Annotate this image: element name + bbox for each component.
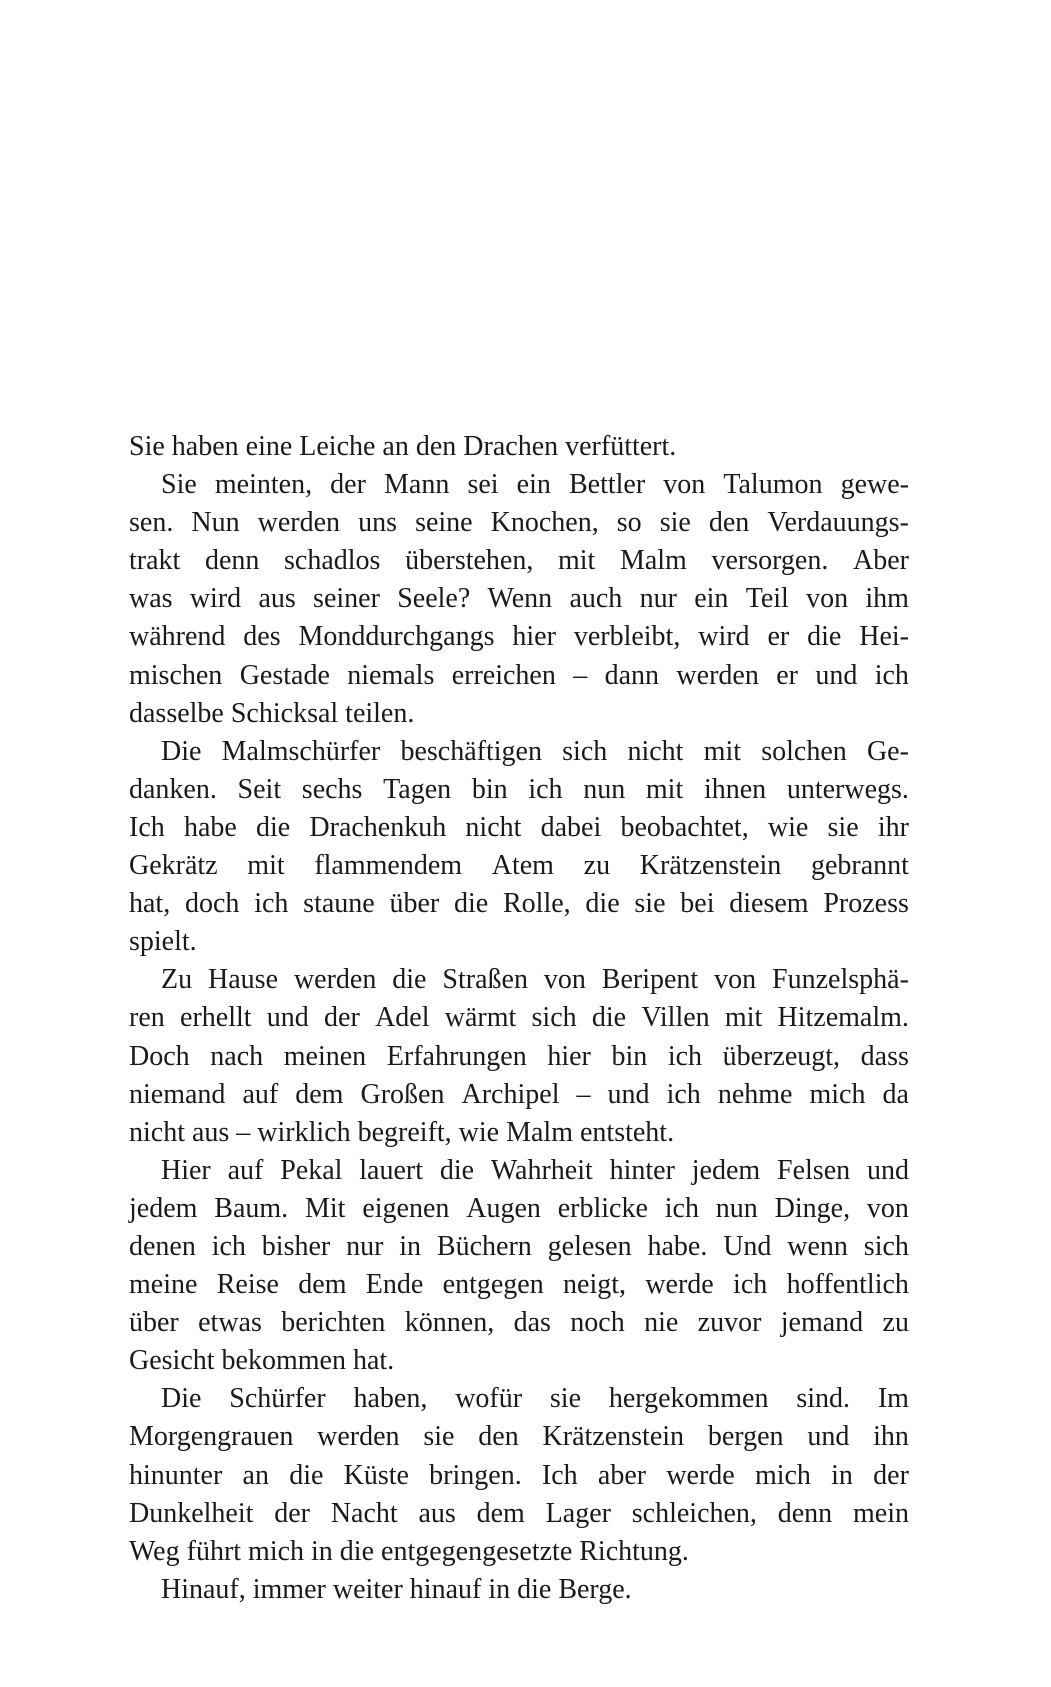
word: den [478,1421,519,1453]
word: dabei [540,811,602,843]
word: ich [528,773,563,805]
word: diesem [729,888,809,920]
word: ich [254,888,289,920]
word: Gestade [239,659,330,691]
word: aus [418,1497,456,1529]
word: niemand [129,1078,226,1110]
word: und [807,1421,850,1453]
word: mich [754,1459,811,1491]
text-line: Gesicht bekommen hat. [129,1345,395,1377]
word: wenn [787,1230,848,1262]
word: Sie [161,469,197,501]
word: meinten, [214,469,313,501]
word: da [882,1078,909,1110]
word: sie [634,888,666,920]
word: an [242,1459,269,1491]
word: und [815,659,858,691]
word: Adel [375,1002,430,1034]
text-line [129,961,909,999]
word: mit [724,1002,763,1034]
word: Ende [365,1269,424,1301]
word: was [129,583,173,615]
text-line: Weg führt mich in die entgegengesetzte Richtung. [129,1535,689,1567]
text-line [129,1190,909,1228]
word: die [454,888,489,920]
word: dem [298,1269,347,1301]
word: gewe- [840,469,909,501]
text-line [129,771,909,809]
word: sechs [301,773,363,805]
word: Prozess [823,888,909,920]
word: Bettler [568,469,646,501]
word: etwas [198,1307,262,1339]
word: eigenen [362,1192,450,1224]
word: wärmt [444,1002,517,1034]
word: die [591,1002,627,1034]
word: berichten [281,1307,386,1339]
word: in [831,1459,853,1491]
word: der [324,1002,360,1034]
word: sie [549,1383,581,1415]
word: jedem [691,1154,761,1186]
word: Großen [360,1078,445,1110]
word: bergen [707,1421,784,1453]
word: Wahrheit [490,1154,593,1186]
word: hat, [129,888,171,920]
word: ren [129,1002,165,1034]
word: Straßen [442,964,528,996]
word: Lager [545,1497,611,1529]
word: den [708,507,750,539]
word: Talumon [723,469,823,501]
word: Baum. [214,1192,289,1224]
word: sie [659,507,691,539]
word: hier [547,1040,591,1072]
word: überzeugt, [722,1040,841,1072]
word: ihm [865,583,909,615]
word: hoffentlich [786,1269,909,1301]
word: Malmschürfer [221,735,381,767]
word: auch [569,583,623,615]
word: verbleibt, [573,621,681,653]
word: sie [827,811,859,843]
word: habe [183,811,237,843]
word: Und [723,1230,772,1262]
text-line [129,1304,909,1342]
word: ich [874,659,909,691]
word: denn [777,1497,833,1529]
word: mit [557,545,596,577]
word: meinen [283,1040,367,1072]
word: sich [562,735,608,767]
word: – [573,659,588,691]
word: Ich [129,811,165,843]
word: dass [860,1040,909,1072]
word: ich [667,1040,703,1072]
word: mit [247,850,285,882]
page-body-text [129,428,909,1609]
word: die [585,888,620,920]
word: uns [358,507,398,539]
word: nun [583,773,626,805]
word: Funzelsphä- [772,964,909,996]
word: Hei- [859,621,909,653]
word: Nacht [330,1497,398,1529]
word: über [129,1307,179,1339]
word: versorgen. [711,545,829,577]
text-line [129,809,909,847]
text-line [129,657,909,695]
word: beobachtet, [620,811,749,843]
word: sie [423,1421,455,1453]
text-line [129,1418,909,1456]
word: neigt, [563,1269,627,1301]
text-line [129,466,909,504]
word: Villen [641,1002,710,1034]
text-line [129,618,909,656]
word: erhellt [180,1002,252,1034]
word: entgegen [442,1269,544,1301]
word: die [256,811,291,843]
text-line: spielt. [129,926,197,958]
word: des [243,621,281,653]
word: Archipel [461,1078,560,1110]
word: gelesen [547,1230,632,1262]
text-line [129,847,909,885]
text-line [129,1495,909,1533]
word: niemals [347,659,435,691]
word: nun [715,1192,758,1224]
word: dem [476,1497,525,1529]
text-line: Sie haben eine Leiche an den Drachen verfüttert. [129,431,677,462]
word: aus [258,583,296,615]
word: Hitzemalm. [777,1002,909,1034]
word: die [392,964,427,996]
text-line [129,542,909,580]
text-line [129,1152,909,1190]
word: ihn [873,1421,909,1453]
word: denn [204,545,260,577]
word: erblicke [557,1192,648,1224]
word: Dinge, [774,1192,851,1224]
word: die [289,1459,324,1491]
word: mich [809,1078,866,1110]
word: nach [210,1040,264,1072]
word: von [663,469,706,501]
word: von [866,1192,909,1224]
word: seine [415,507,473,539]
word: Morgengrauen [129,1421,294,1453]
word: habe. [647,1230,708,1262]
word: jedem [129,1192,198,1224]
word: bringen. [429,1459,522,1491]
word: ein [694,583,729,615]
word: Hause [208,964,279,996]
word: Pekal [280,1154,343,1186]
text-line [129,1266,909,1304]
word: nur [346,1230,384,1262]
word: solchen [761,735,847,767]
word: Seele? [397,583,471,615]
word: flammendem [314,850,463,882]
word: ein [516,469,551,501]
word: aber [597,1459,647,1491]
word: er [767,621,790,653]
word: die [807,621,842,653]
word: haben, [353,1383,428,1415]
word: zuvor [697,1307,762,1339]
word: er [776,659,798,691]
word: Krätzenstein [542,1421,685,1453]
word: Büchern [436,1230,532,1262]
word: der [873,1459,909,1491]
word: von [543,964,586,996]
word: hinter [609,1154,675,1186]
word: Wenn [487,583,553,615]
word: gebrannt [810,850,909,882]
word: sei [467,469,499,501]
word: über [389,888,440,920]
word: Küste [343,1459,409,1491]
word: Ge- [866,735,909,767]
word: werden [293,964,377,996]
word: von [806,583,849,615]
word: Im [877,1383,909,1415]
word: nicht [465,811,522,843]
word: Aber [853,545,909,577]
text-line [129,1228,909,1266]
word: sich [863,1230,909,1262]
word: sen. [129,507,174,539]
word: sind. [796,1383,851,1415]
word: das [513,1307,551,1339]
word: unterwegs. [786,773,909,805]
word: schadlos [284,545,381,577]
word: bin [611,1040,648,1072]
word: nur [639,583,677,615]
word: bei [680,888,715,920]
word: Mit [305,1192,346,1224]
text-line [129,504,909,542]
word: beschäftigen [400,735,542,767]
word: ihnen [703,773,767,805]
word: nie [644,1307,679,1339]
word: Rolle, [502,888,571,920]
word: hinunter [129,1459,223,1491]
word: werden [257,507,341,539]
word: die [439,1154,475,1186]
word: auf [242,1078,279,1110]
word: lauert [359,1154,423,1186]
word: denen [129,1230,196,1262]
word: werden [676,659,759,691]
word: – [576,1078,591,1110]
word: wird [189,583,242,615]
word: überstehen, [405,545,534,577]
word: können, [404,1307,495,1339]
word: Dunkelheit [129,1497,254,1529]
word: bin [471,773,508,805]
text-line: dasselbe Schicksal teilen. [129,697,415,729]
word: der [330,469,366,501]
word: bisher [261,1230,331,1262]
word: hier [512,621,556,653]
word: nicht [627,735,684,767]
word: wofür [455,1383,523,1415]
word: Gekrätz [129,850,218,882]
text-line: nicht aus – wirklich begreift, wie Malm entsteht. [129,1116,675,1148]
word: der [274,1497,310,1529]
word: Hier [161,1154,211,1186]
word: ich [664,1192,699,1224]
word: mein [853,1497,909,1529]
word: Augen [466,1192,541,1224]
word: Doch [129,1040,190,1072]
word: Monddurchgangs [298,621,495,653]
word: und [607,1078,650,1110]
text-line [129,733,909,771]
word: sich [531,1002,577,1034]
word: ich [666,1078,701,1110]
word: Beripent [601,964,699,996]
word: so [616,507,642,539]
word: ich [733,1269,768,1301]
word: werde [666,1459,735,1491]
word: Nun [191,507,240,539]
word: seiner [313,583,380,615]
word: doch [184,888,240,920]
word: auf [227,1154,264,1186]
word: Die [161,735,202,767]
word: hergekommen [608,1383,769,1415]
word: von [714,964,757,996]
word: Krätzenstein [639,850,782,882]
word: jemand [780,1307,864,1339]
text-line [129,999,909,1037]
text-line [129,1038,909,1076]
text-line [129,1457,909,1495]
word: dem [295,1078,344,1110]
word: wird [698,621,750,653]
text-line [129,1076,909,1114]
text-line: Hinauf, immer weiter hinauf in die Berge. [161,1573,632,1605]
word: Reise [216,1269,279,1301]
word: erreichen [451,659,556,691]
word: Tagen [383,773,452,805]
word: Teil [745,583,789,615]
word: Mann [384,469,450,501]
word: werde [645,1269,714,1301]
word: noch [570,1307,625,1339]
text-line [129,580,909,618]
word: wie [767,811,809,843]
word: Drachenkuh [309,811,447,843]
word: während [129,621,226,653]
word: Atem [491,850,554,882]
text-line [129,885,909,923]
word: Verdauungs- [767,507,909,539]
word: Malm [619,545,687,577]
word: meine [129,1269,198,1301]
word: mischen [129,659,223,691]
word: Ich [541,1459,578,1491]
text-line [129,1380,909,1418]
word: zu [882,1307,909,1339]
word: Erfahrungen [386,1040,527,1072]
word: Schürfer [229,1383,326,1415]
word: mit [645,773,684,805]
word: schleichen, [631,1497,757,1529]
word: und [266,1002,309,1034]
word: werden [317,1421,400,1453]
word: nehme [717,1078,793,1110]
word: Felsen [777,1154,851,1186]
word: mit [703,735,742,767]
word: Zu [161,964,193,996]
word: in [399,1230,422,1262]
word: ihr [877,811,909,843]
word: dann [604,659,660,691]
word: ich [211,1230,246,1262]
word: zu [583,850,611,882]
word: trakt [129,545,181,577]
word: Seit [237,773,282,805]
word: Knochen, [490,507,599,539]
word: staune [303,888,375,920]
word: danken. [129,773,217,805]
word: und [866,1154,909,1186]
word: Die [161,1383,202,1415]
